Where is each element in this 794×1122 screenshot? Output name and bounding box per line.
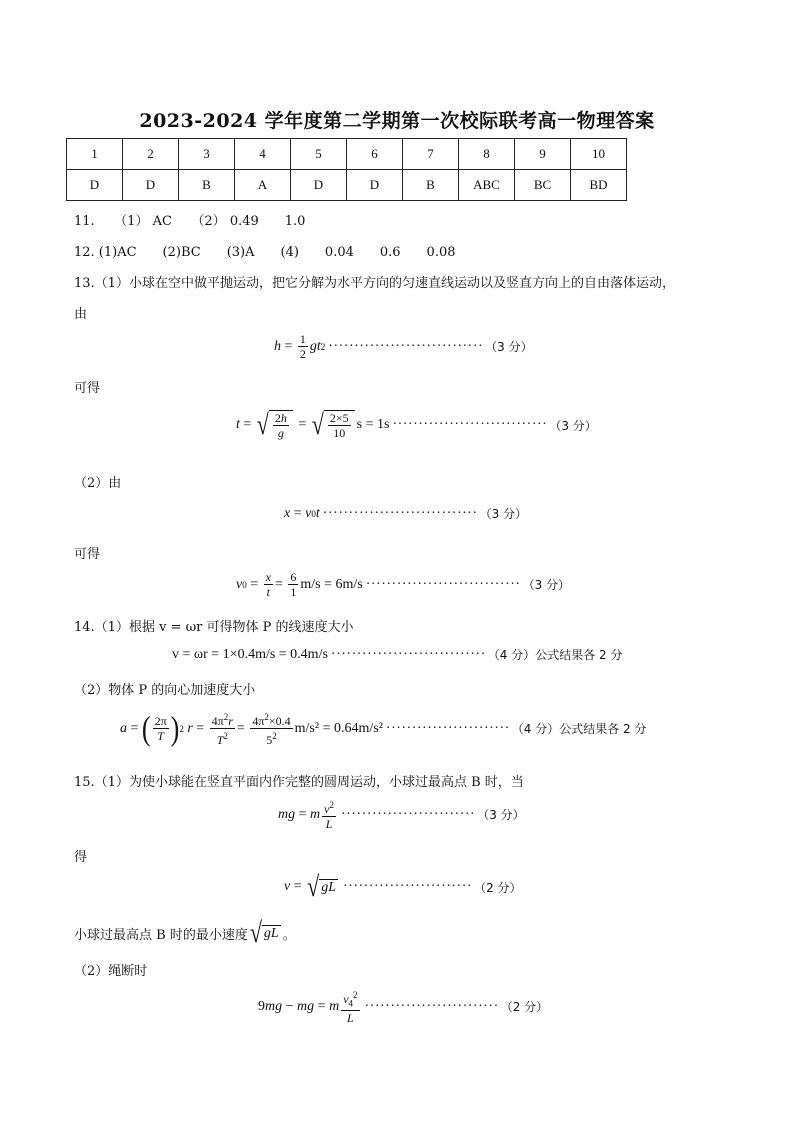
question-number: 2 [123,139,179,170]
answer-cell: BC [515,170,571,201]
q15-de: 得 [74,850,88,865]
q15-conclusion: 小球过最高点 B 时的最小速度 √ gL 。 [74,916,296,949]
answer-cell: BD [571,170,627,201]
q14-eq-acceleration: a = ( $\frac{2\pi}{T}$ ) 2 r = $\frac{4\pi^2r}{T^2}$ = $\frac{4\pi^2\times 0.4}{5^2}$ m/s² = 0.64m/s² ························ （4 分）公式结果各 2 分 [120,709,647,747]
q14-eq1-text: v = ωr = 1×0.4m/s = 0.4m/s [172,646,328,662]
answer-cell: D [67,170,123,201]
q13-by: 由 [74,307,88,322]
score-label: （4 分）公式结果各 2 分 [511,722,647,736]
score-label: （2 分） [500,1000,549,1015]
answer-cell: D [291,170,347,201]
score-label: （3 分） [522,578,571,592]
score-label: （4 分）公式结果各 2 分 [487,648,623,662]
question-number: 9 [515,139,571,170]
answer-cell: A [235,170,291,201]
q15-eq-min-speed: v = √ gL ························· （2 分） [284,870,522,903]
q14-intro: 14.（1）根据 v = ωr 可得物体 P 的线速度大小 [74,620,354,635]
q13-intro: 13.（1）小球在空中做平抛运动，把它分解为水平方向的匀速直线运动以及竖直方向上的自由落体运动， [74,276,675,291]
score-label: （2 分） [474,880,522,895]
q15-conclusion-text: 小球过最高点 B 时的最小速度 [74,927,248,943]
q14-eq-linear-speed: v = ωr = 1×0.4m/s = 0.4m/s ······························ （4 分）公式结果各 2 分 [172,646,623,662]
score-label: （3 分） [549,418,597,433]
answer-table-number-row [67,139,627,170]
answer-cell: D [347,170,403,201]
q13-eq-horizontal: x = v 0 t ······························ （3 分） [284,505,528,521]
q13-keyi-2: 可得 [74,547,101,562]
q15-part2: （2）绳断时 [74,964,148,979]
q15-eq-top-point: mg = m $\frac{v^2}{L}$ ·························· （3 分） [278,800,525,831]
score-label: （3 分） [479,507,528,521]
answer-cell: ABC [459,170,515,201]
answer-cell: D [123,170,179,201]
page-title: 2023-2024 学年度第二学期第一次校际联考高一物理答案 [139,110,655,132]
score-label: （3 分） [485,340,533,354]
question-number: 4 [235,139,291,170]
q13-eq-time: t = √ $\frac{2h}{g}$ = √ $\frac{2\times 5}{10}$ s = 1s ······························ （3 分） [236,408,597,441]
question-number: 1 [67,139,123,170]
answer-cell: B [403,170,459,201]
question-number: 8 [459,139,515,170]
question-number: 7 [403,139,459,170]
question-number: 5 [291,139,347,170]
q12-answer: 12. (1)AC (2)BC (3)A (4) 0.04 0.6 0.08 [74,245,456,260]
q13-part2: （2）由 [74,476,122,491]
question-number: 6 [347,139,403,170]
q13-keyi-1: 可得 [74,381,101,396]
score-label: （3 分） [477,808,525,822]
answer-table-answer-row [67,170,627,201]
q11-answer: 11. （1） AC （2） 0.49 1.0 [74,214,306,229]
q14-eq2-tail: m/s² = 0.64m/s² [294,720,383,736]
q13-eq-height: h = $\frac{1}{2}$ gt 2 ······························ （3 分） [274,332,533,361]
answer-cell: B [179,170,235,201]
question-number: 3 [179,139,235,170]
q15-eq-rope-break: 9 mg − mg = m $\frac{v_4^2}{L}$ ·························· （2 分） [258,990,549,1026]
q15-intro: 15.（1）为使小球能在竖直平面内作完整的圆周运动，小球过最高点 B 时，当 [74,775,524,790]
answer-table [66,138,627,201]
question-number: 10 [571,139,627,170]
q13-eq-velocity: v 0 = $\frac{x}{t}$ = $\frac{6}{1}$ m/s = 6m/s ······························ （3 分） [236,570,571,599]
q14-part2: （2）物体 P 的向心加速度大小 [74,683,256,698]
